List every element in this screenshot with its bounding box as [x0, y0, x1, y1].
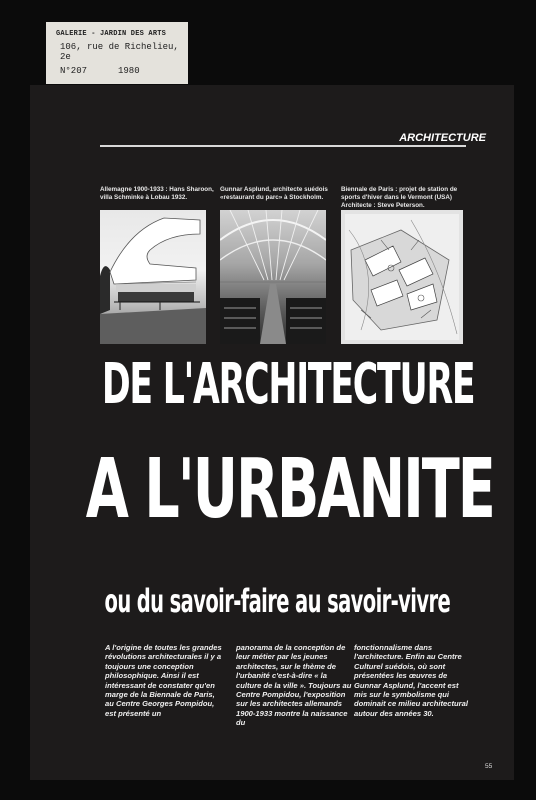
headline-line-1: DE L'ARCHITECTURE [101, 352, 475, 417]
stamp-address: 106, rue de Richelieu, 2e [60, 42, 179, 62]
stamp-number: N°207 [60, 66, 88, 76]
stamp-gallery-name: GALERIE - JARDIN DES ARTS [56, 30, 167, 38]
article-column-1: A l'origine de toutes les grandes révolutions architecturales il y a toujours une conception philosophique. Ainsi il est intéressant de constater qu'en marge de la Biennale de Paris, au Centre Georges Pompidou, est présenté un [105, 643, 222, 718]
stamp-year: 1980 [118, 66, 140, 76]
site-plan-photo [341, 210, 463, 344]
restaurant-photo [220, 210, 326, 344]
section-rule [100, 145, 466, 147]
article-column-2: panorama de la conception de leur métier par les jeunes architectes, sur le thème de l'urbanité c'est-à-dire « la culture de la ville ». Toujours au Centre Pompidou, l'exposition sur les architectes allemands 1900-1933 montre la naissance du [236, 643, 352, 728]
caption-villa: Allemagne 1900-1933 : Hans Sharoon, villa Schminke à Lobau 1932. [100, 186, 214, 201]
caption-restaurant: Gunnar Asplund, architecte suédois «restaurant du parc» à Stockholm. [220, 186, 328, 201]
article-column-3: fonctionnalisme dans l'architecture. Enfin au Centre Culturel suédois, où sont présentées les œuvres de Gunnar Asplund, l'accent est mis sur le symbolisme qui dominait ce milieu architectural autour des années 30. [354, 643, 468, 718]
section-heading: ARCHITECTURE [399, 132, 486, 144]
gallery-stamp [46, 22, 188, 84]
headline-line-2: A L'URBANITE [85, 442, 494, 537]
villa-photo [100, 210, 206, 344]
caption-biennale: Biennale de Paris : projet de station de sports d'hiver dans le Vermont (USA) Architecte : Steve Peterson. [341, 186, 458, 209]
headline-subtitle: ou du savoir-faire au savoir-vivre [104, 582, 451, 620]
page-number: 55 [485, 763, 493, 770]
